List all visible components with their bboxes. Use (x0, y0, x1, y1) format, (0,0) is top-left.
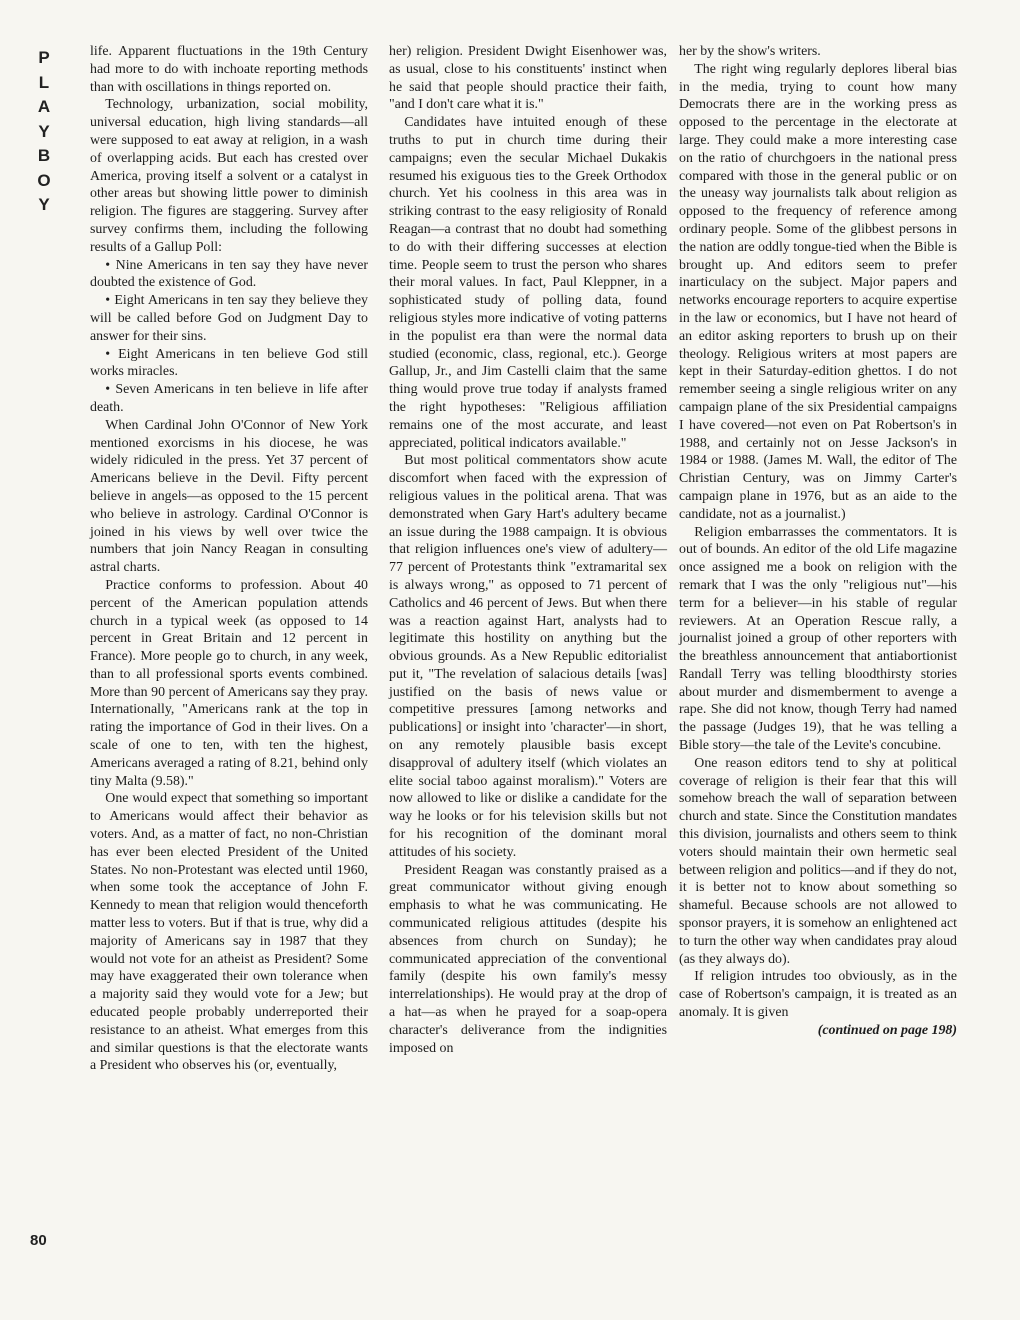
article-paragraph: Candidates have intuited enough of these truths to put in church time during their campaigns; even the secular Michael Dukakis resumed his exiguous ties to the Greek Orthodox church. Yet his coolness in this area was in striking contrast to the easy religiosity of Ronald Reagan—a contrast that no doubt had something to do with their differing successes at election time. People seem to trust the person who shares their moral values. In fact, Paul Kleppner, in a sophisticated study of polling data, found religious styles more indicative of voting patterns in the populist era than were the normal data studied (economic, class, regional, etc.). George Gallup, Jr., and Jim Castelli claim that the same thing would prove true today if analysts framed the right hypotheses: "Religious affiliation remains one of the most accurate, and least appreciated, political indicators available." (389, 115, 667, 451)
article-paragraph: One would expect that something so important to Americans would affect their behavior as voters. And, as a matter of fact, no non-Christian has ever been elected President of the United States. No non-Protestant was elected until 1960, when some took the acceptance of John F. Kennedy to mean that religion would thenceforth matter less to voters. But if that is true, why did a majority of Americans say in 1987 that they would not vote for an atheist as President? Some may have exaggerated their own tolerance when a majority said they would vote for a Jew; but educated people probably underreported their resistance to an atheist. What emerges from this and similar questions is that the electorate wants a President who observes his (or, eventually, (90, 791, 368, 1074)
article-paragraph: But most political commentators show acute discomfort when faced with the expression of religious values in the political arena. That was demonstrated when Gary Hart's adultery became an issue during the 1988 campaign. It is obvious that religion influences one's view of adultery—77 percent of Protestants think "extramarital sex is always wrong," as opposed to 71 percent of Catholics and 46 percent of Jews. But when there was a reaction against Hart, analysts had to legitimate this hostility on anything but the obvious grounds. As a New Republic editorialist put it, "The revelation of salacious details [was] justified on the basis of news value or competitive pressures [among networks and publications] or insight into 'character'—in short, on any remotely plausible basis except disapproval of adultery itself (which violates an elite social taboo against moralism)." Voters are now allowed to like or dislike a candidate for the way he looks or for his television skills but not for his recognition of the dominant moral attitudes of his society. (389, 453, 667, 860)
text-column-3 (679, 43, 957, 1040)
article-paragraph: • Seven Americans in ten believe in life after death. (90, 382, 368, 415)
masthead-letter: A (37, 97, 51, 116)
article-paragraph: • Eight Americans in ten believe God still works miracles. (90, 346, 368, 380)
masthead-letter: P (38, 48, 50, 67)
article-paragraph: The right wing regularly deplores liberal bias in the media, trying to count how many Democrats there are in the working press as opposed to the percentage in the electorate at large. They could make a more interesting case on the ratio of churchgoers in the national press compared with those in the general public or on the uneasy way journalists talk about religion as opposed to the frequency of reference among ordinary people. Some of the glibbest persons in the nation are oddly tongue-tied when the Bible is brought up. And editors seem to prefer inarticulacy on the subject. Major papers and networks encourage reporters to acquire expertise in the law or economics, but I have not heard of an editor asking reporters to brush up on their theology. Religious writers at most papers are kept in their Saturday-edition ghettos. I do not remember seeing a single religious writer on any campaign plane of the six Presidential campaigns I have covered—not even on Pat Robertson's in 1988, and certainly not on Jesse Jackson's in 1984 or 1988. (James M. Wall, the editor of The Christian Century, was on Jimmy Carter's campaign plane in 1976, but as an aide to the candidate, not as a journalist.) (679, 61, 957, 522)
article-paragraph: If religion intrudes too obviously, as in the case of Robertson's campaign, it is treated as an anomaly. It is given (679, 969, 957, 1021)
article-paragraph: • Eight Americans in ten say they believe they will be called before God on Judgment Day to answer for their sins. (90, 293, 368, 344)
article-paragraph: life. Apparent fluctuations in the 19th Century had more to do with inchoate reporting methods than with oscillations in things reported on. (90, 44, 368, 95)
page-number: 80 (30, 1232, 47, 1249)
continued-note: (continued on page 198) (817, 1022, 957, 1038)
article-paragraph: Practice conforms to profession. About 40 percent of the American population attends church in a typical week (as opposed to 14 percent in Great Britain and 12 percent in France). More people go to church, in any week, than to all professional sports events combined. More than 90 percent of Americans say they pray. Internationally, "Americans rank at the top in rating the importance of God in their lives. On a scale of one to ten, with ten the highest, Americans averaged a rating of 8.21, behind only tiny Malta (9.58)." (90, 577, 368, 789)
masthead-letter: Y (38, 121, 50, 141)
article-paragraph: Religion embarrasses the commentators. It is out of bounds. An editor of the old Life magazine once assigned me a book on religion with the remark that I was the only "religious nut"—his term for a believer—in his stable of regular reviewers. At an Operation Rescue rally, a journalist joined a group of other reporters with the breathless announcement that antiabortionist Randall Terry was telling bloodthirsty stories about murder and dismemberment to avenge a rape. She did not know, though Terry had named the passage (Judges 19), that he was telling a Bible story—the tale of the Levite's concubine. (679, 524, 957, 754)
masthead-letter: Y (38, 195, 50, 214)
article-paragraph: When Cardinal John O'Connor of New York mentioned exorcisms in his diocese, he was widely ridiculed in the press. Yet 37 percent of Americans believe in the Devil. Fifty percent believe in angels—as opposed to the 15 percent who believe in astrology. Cardinal O'Connor is joined in his views by well over twice the numbers that join Nancy Reagan in consulting astral charts. (90, 417, 368, 576)
article-paragraph: her) religion. President Dwight Eisenhower was, as usual, close to his constituents' instinct when he said that people should practice their faith, "and I don't care what it is." (389, 44, 667, 113)
text-column-2 (389, 43, 667, 1057)
article-paragraph: President Reagan was constantly praised as a great communicator without giving enough emphasis to what he was communicating. He communicated religious attitudes (despite his absences from church on Sunday); he communicated appreciation of the conventional family (despite his own family's messy interrelationships). He would pray at the drop of a hat—as when he prayed for a soap-opera character's deliverance from the indignities imposed on (389, 862, 667, 1056)
masthead-letter: B (37, 146, 51, 165)
article-paragraph: her by the show's writers. (679, 44, 821, 59)
masthead-letter: O (37, 170, 51, 190)
masthead-letter: L (38, 72, 50, 92)
article-paragraph: Technology, urbanization, social mobility, universal education, high living standards—all were supposed to eat away at religion, in a wash of overlapping acids. But each has crested over America, proving itself a solvent or a catalyst in other areas but showing little power to diminish religion. The figures are staggering. Survey after survey confirms them, including the following results of a Gallup Poll: (90, 97, 368, 255)
magazine-masthead (30, 46, 58, 218)
text-column-1 (90, 43, 368, 1075)
article-paragraph: • Nine Americans in ten say they have never doubted the existence of God. (90, 257, 368, 291)
article-paragraph: One reason editors tend to shy at political coverage of religion is their fear that this will somehow breach the wall of separation between church and state. Since the Constitution mandates this division, journalists and others seem to think voters should maintain their own hermetic seal between religion and politics—and if they do not, it is better not to know about something so shameful. Because schools are not allowed to sponsor prayers, it is somehow an enlightened act to turn the other way when candidates pray aloud (as they always do). (679, 755, 957, 967)
